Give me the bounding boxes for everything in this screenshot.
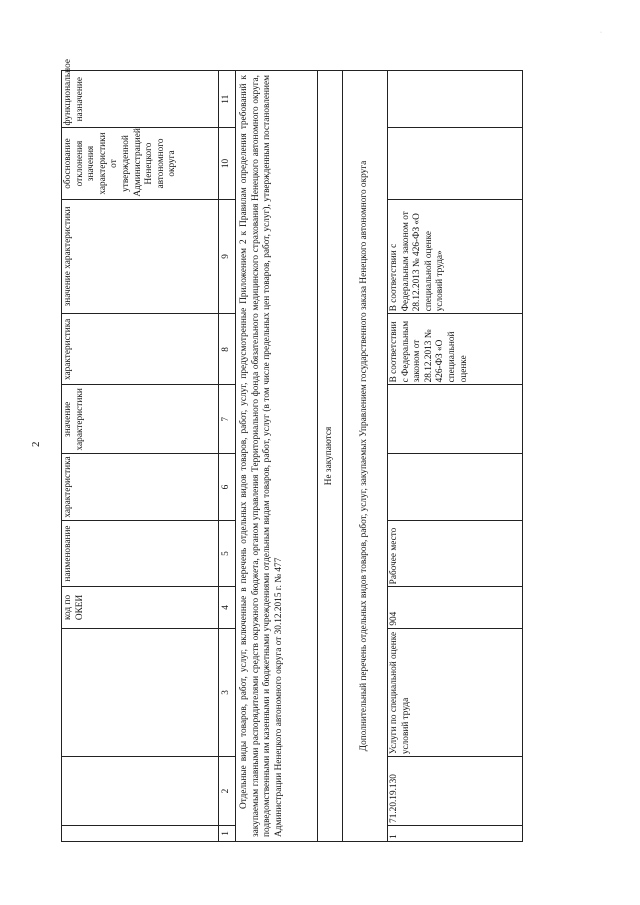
column-number: 4: [219, 587, 236, 628]
not-purchased-row: [318, 71, 343, 842]
row-code: 71.20.19.130: [388, 757, 523, 826]
column-number: 11: [219, 71, 236, 128]
row-cell-10: [388, 128, 523, 199]
header-cell-name: наименование: [62, 520, 219, 587]
column-number: 6: [219, 454, 236, 521]
row-cell-11: [388, 71, 523, 128]
table-row: [388, 71, 523, 842]
section-2-row: [343, 71, 388, 842]
section-1-row: [236, 71, 318, 842]
table-header-row: [62, 71, 219, 842]
page-number: 2: [30, 441, 42, 447]
section-1-text: Отдельные виды товаров, работ, услуг, включенные в перечень отдельных видов товаров, работ, услуг, предусмотренные Приложением 2 к Правилам определения требований к закупаемым главными распорядителями средств окружного бюджета, органом управления Территориального фонда обязательного медицинского страхования Ненецкого автономного округа, подведомственными им казенными и бюджетными учреждениями отдельным видам товаров, работ, услуг (в том числе предельных цен товаров, работ, услуг), утвержденным постановлением Администрации Ненецкого автономного округа от 30.12.2015 г. № 477: [239, 75, 284, 837]
header-cell-characteristic-value-2: значение характеристики: [62, 199, 219, 314]
column-number: 8: [219, 314, 236, 385]
header-cell-characteristic-2: характеристика: [62, 314, 219, 385]
column-number: 7: [219, 385, 236, 454]
header-cell-3: [62, 628, 219, 757]
column-number: 3: [219, 628, 236, 757]
landscape-sheet: [61, 58, 577, 842]
row-characteristic: В соответствии с Федеральным законом от 28.12.2013 № 426-ФЗ «О специальной оценке: [388, 314, 523, 385]
column-number: 10: [219, 128, 236, 199]
header-cell-okei: код по ОКЕИ: [62, 587, 219, 628]
section-2-text: Дополнительный перечень отдельных видов товаров, работ, услуг, закупаемых Управлением государственного заказа Ненецкого автономного округа: [343, 71, 388, 842]
row-okei: 904: [388, 587, 523, 628]
column-number: 9: [219, 199, 236, 314]
row-service-name: Услуги по специальной оценке условий труда: [388, 628, 523, 757]
stray-mark: ·: [600, 30, 602, 36]
header-cell-2: [62, 757, 219, 826]
column-number: 5: [219, 520, 236, 587]
row-characteristic-value: В соответствии с Федеральным законом от 28.12.2013 № 426-ФЗ «О специальной оценке условий труда»: [388, 199, 523, 314]
header-cell-purpose: функциональное назначение: [62, 71, 219, 128]
header-cell-characteristic-value: значение характеристики: [62, 385, 219, 454]
column-number: 1: [219, 825, 236, 841]
header-cell-deviation: обоснование отклонения значения характеристики от утвержденной Администрацией Ненецкого автономного округа: [62, 128, 219, 199]
column-number: 2: [219, 757, 236, 826]
not-purchased-text: Не закупаются: [318, 71, 343, 842]
column-numbers-row: [219, 71, 236, 842]
requirements-table: [61, 58, 523, 842]
row-cell-6: [388, 454, 523, 521]
row-cell-7: [388, 385, 523, 454]
header-cell-1: [62, 825, 219, 841]
row-unit: Рабочее место: [388, 520, 523, 587]
row-number: 1: [388, 825, 523, 841]
header-cell-characteristic: характеристика: [62, 454, 219, 521]
